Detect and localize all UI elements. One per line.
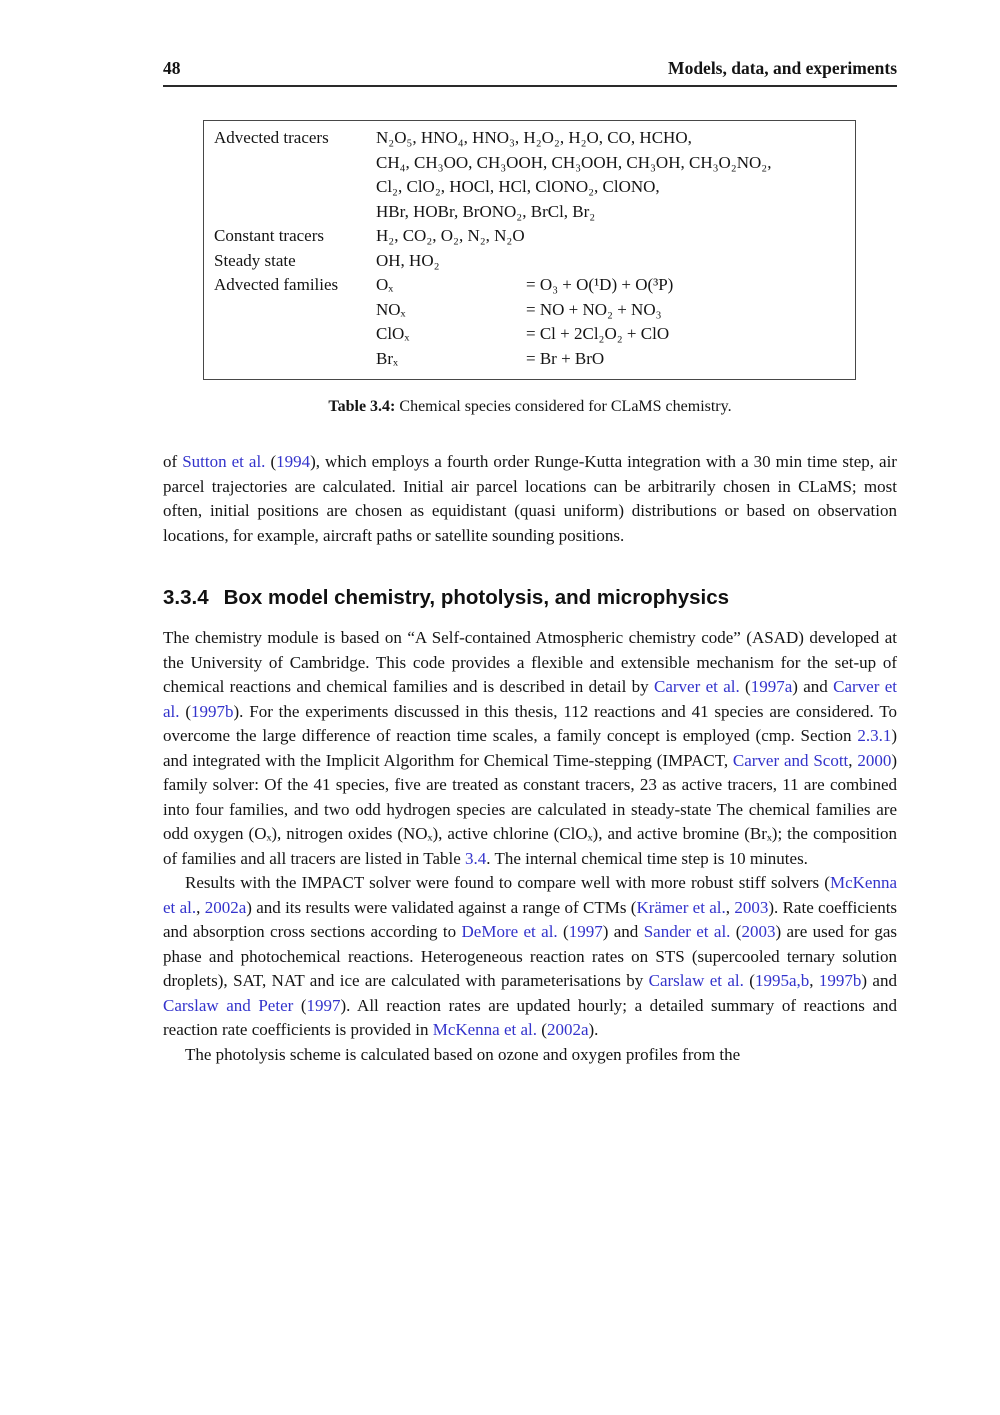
page-number: 48	[163, 58, 181, 78]
citation-link[interactable]: 2003	[734, 897, 769, 917]
citation-link[interactable]: 1994	[276, 452, 311, 471]
citation-link[interactable]: Carver and Scott	[732, 750, 849, 770]
species-line: CH₄, CH₃OO, CH₃OOH, CH₃OOH, CH₃OH, CH₃O₂NO₂,	[376, 152, 772, 172]
text-run: The chemistry module is based on “A Self-contained Atmospheric chemistry code” (ASAD) developed at the University of Cambridge. This code provides a flexible and extensible mechanism for the set-up of chemical reactions and chemical families and is described in detail by	[163, 628, 897, 696]
citation-link[interactable]: 3.4	[465, 848, 487, 868]
text-run: . The internal chemical time step is 10 minutes.	[486, 848, 808, 868]
text-run: (	[293, 995, 307, 1015]
table-row	[214, 249, 847, 274]
family-equation: = Br + BrO	[526, 348, 605, 368]
citation-link[interactable]: Carver et al.	[654, 677, 740, 696]
species-table	[203, 120, 856, 380]
text-run: ) and integrated with the Implicit Algorithm for Chemical Time-stepping (IMPACT,	[163, 726, 897, 770]
family-name: NOₓ	[376, 299, 406, 319]
text-run: ,	[848, 750, 858, 770]
citation-link[interactable]: DeMore et al.	[461, 922, 558, 941]
text-run: ) and	[792, 677, 834, 696]
text-run: (	[537, 1020, 547, 1039]
species-line: HBr, HOBr, BrONO₂, BrCl, Br₂	[376, 201, 596, 221]
citation-link[interactable]: 2002a	[546, 1020, 589, 1039]
citation-link[interactable]: Carslaw and Peter	[163, 995, 294, 1015]
paragraph-trajectories	[163, 450, 897, 548]
family-row	[376, 298, 847, 323]
table-row	[214, 224, 847, 249]
text-run: (	[730, 922, 742, 941]
text-run: ), which employs a fourth order Runge-Kutta integration with a 30 min time step, air parcel trajectories are calculated. Initial air parcel locations can be arbitrarily chosen in CLaMS; most often, initial positions are chosen as equidistant (quasi uniform) distributions or based on observation locations, for example, aircraft paths or satellite sounding positions.	[163, 452, 897, 545]
text-run: ).	[588, 1020, 599, 1039]
family-equation: = Cl + 2Cl₂O₂ + ClO	[526, 324, 670, 343]
running-header	[163, 58, 897, 87]
table-row	[214, 273, 847, 371]
citation-link[interactable]: 2.3.1	[857, 726, 892, 745]
text-run: ,	[725, 897, 735, 917]
citation-link[interactable]: 2002a	[204, 897, 247, 917]
text-run: (	[743, 971, 755, 990]
table-row-label: Steady state	[214, 250, 296, 270]
family-row	[376, 273, 847, 298]
citation-link[interactable]: Sutton et al.	[182, 452, 266, 471]
table-caption-text: Chemical species considered for CLaMS chemistry.	[399, 398, 732, 415]
family-row	[376, 347, 847, 372]
species-line: H₂, CO₂, O₂, N₂, N₂O	[376, 226, 525, 245]
text-run: (	[179, 701, 192, 721]
citation-link[interactable]: 1997	[306, 995, 341, 1015]
paragraph-chemistry-module	[163, 626, 897, 871]
running-head-title: Models, data, and experiments	[668, 58, 897, 78]
table-row-label: Advected tracers	[214, 128, 329, 147]
paragraph-photolysis	[163, 1043, 897, 1068]
family-equation: = NO + NO₂ + NO₃	[526, 299, 662, 319]
citation-link[interactable]: 1997	[568, 922, 603, 941]
text-run: (	[739, 677, 751, 696]
family-name: Oₓ	[376, 275, 394, 294]
text-run: The photolysis scheme is calculated based on ozone and oxygen profiles from the	[185, 1044, 741, 1064]
text-run: (	[557, 922, 569, 941]
table-row-content	[376, 126, 847, 224]
text-run: ,	[809, 971, 819, 990]
family-name: ClOₓ	[376, 324, 410, 343]
text-run: Results with the IMPACT solver were found to compare well with more robust stiff solvers (	[185, 873, 830, 892]
text-run: ). For the experiments discussed in this thesis, 112 reactions and 41 species are considered. To overcome the large difference of reaction time scales, a family concept is employed (cmp. Section	[163, 701, 897, 745]
section-number: 3.3.4	[163, 586, 209, 609]
table-row-content	[376, 249, 847, 274]
text-run: (	[265, 452, 277, 471]
text-run: ) and	[861, 971, 897, 990]
citation-link[interactable]: 1997b	[191, 701, 234, 721]
text-run: ). All reaction rates are updated hourly; a detailed summary of reactions and reaction rate coefficients is provided in	[163, 995, 898, 1039]
citation-link[interactable]: Carver et al.	[163, 677, 897, 721]
citation-link[interactable]: 2003	[741, 922, 776, 941]
table-row-label: Constant tracers	[214, 226, 324, 245]
text-run: ) are used for gas phase and photochemical reactions. Heterogeneous reaction rates on STS (supercooled ternary solution droplets), SAT, NAT and ice are calculated with parameterisations by	[163, 922, 898, 990]
text-run: ,	[196, 897, 205, 917]
text-run: ) and	[602, 922, 644, 941]
citation-link[interactable]: Carslaw et al.	[648, 971, 744, 990]
table-row-content	[376, 224, 847, 249]
table-caption-label: Table 3.4:	[328, 398, 396, 415]
paragraph-impact-results	[163, 871, 897, 1043]
citation-link[interactable]: McKenna et al.	[163, 873, 897, 917]
table-caption	[163, 398, 897, 416]
citation-link[interactable]: 1997a	[750, 677, 793, 696]
family-name: Brₓ	[376, 348, 398, 368]
table-row-label: Advected families	[214, 275, 339, 294]
table-row	[214, 126, 847, 224]
section-title: Box model chemistry, photolysis, and microphysics	[223, 586, 730, 609]
family-row	[376, 322, 847, 347]
citation-link[interactable]: 1997b	[818, 971, 862, 990]
citation-link[interactable]: Krämer et al.	[636, 897, 726, 917]
species-line: N₂O₅, HNO₄, HNO₃, H₂O₂, H₂O, CO, HCHO,	[376, 128, 692, 147]
species-line: Cl₂, ClO₂, HOCl, HCl, ClONO₂, ClONO,	[376, 177, 660, 196]
family-equation: = O₃ + O(¹D) + O(³P)	[526, 275, 674, 294]
citation-link[interactable]: Sander et al.	[643, 922, 731, 941]
text-run: ) family solver: Of the 41 species, five are treated as constant tracers, 23 as active tracers, 11 are combined into four families, and two odd hydrogen species are calculated in steady-state The chemical families are odd oxygen (Oₓ), nitrogen oxides (NOₓ), active chlorine (ClOₓ), and active bromine (Brₓ); the composition of families and all tracers are listed in Table	[163, 750, 898, 868]
text-run: ) and its results were validated against a range of CTMs (	[246, 897, 637, 917]
text-run: of	[163, 452, 183, 471]
citation-link[interactable]: McKenna et al.	[432, 1020, 538, 1039]
text-run: ). Rate coefficients and absorption cross sections according to	[163, 897, 898, 941]
citation-link[interactable]: 2000	[857, 750, 892, 770]
section-heading	[163, 586, 897, 610]
table-row-content	[376, 273, 847, 371]
species-line: OH, HO₂	[376, 250, 440, 270]
citation-link[interactable]: 1995a,b	[754, 971, 810, 990]
